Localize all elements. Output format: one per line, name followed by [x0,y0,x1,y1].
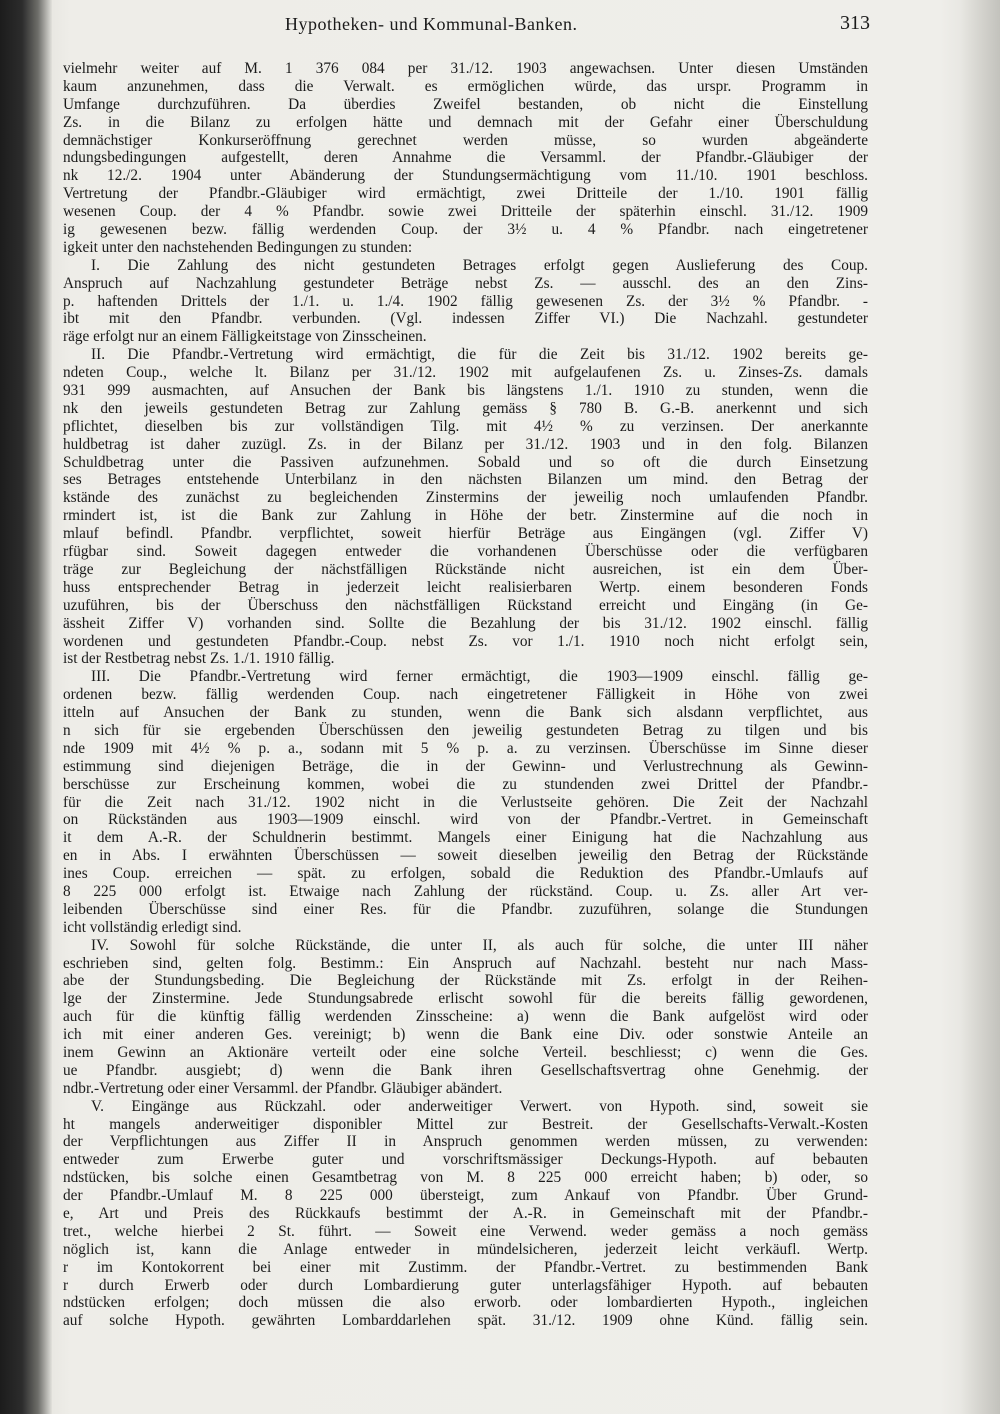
text-line: ndstücken, bis solche einen Gesamtbetrag von M. 8 225 000 erreicht haben; b) oder, so [63,1169,868,1187]
text-line: räge erfolgt nur an einem Fälligkeitstage von Zinsscheinen. [63,328,427,346]
text-line: auch für die künftig fällig werdenden Zinsscheine: a) wenn die Bank aufgelöst wird oder [63,1008,868,1026]
text-line: ordenen bezw. fällig werdenden Coup. nach eingetretener Fälligkeit in Höhe von zwei [63,686,868,704]
text-line: kstände des zunächst zu begleichenden Zinstermins der jeweilig noch umlaufenden Pfandbr. [63,489,868,507]
text-line: Schuldbetrag unter die Passiven aufzunehmen. Sobald und so oft die durch Einsetzung [63,453,868,471]
text-line: mlauf befindl. Pfandbr. verpflichtet, soweit hierfür Beträge aus Eingängen (vgl. Ziffer V) [63,525,868,543]
text-line: e, Art und Preis des Rückkaufs bestimmt der A.-R. in Gemeinschaft mit der Pfandbr.- [63,1205,868,1222]
text-line: vielmehr weiter auf M. 1 376 084 per 31./12. 1903 angewachsen. Unter diesen Umständen [63,60,868,77]
text-line: abe der Stundungsbeding. Die Begleichung der Rückstände mit Zs. erfolgt in der Reihen- [63,972,868,990]
text-line: auf solche Hypoth. gewährten Lombarddarlehen spät. 31./12. 1909 ohne Künd. fällig sein. [63,1312,868,1330]
text-line: V. Eingänge aus Rückzahl. oder anderweitiger Verwert. von Hypoth. sind, soweit sie [91,1097,868,1115]
text-line: ich mit einer anderen Ges. vereinigt; b) wenn die Bank eine Div. oder sonstwie Anteile an [63,1026,868,1044]
text-line: II. Die Pfandbr.-Vertretung wird ermächtigt, die für die Zeit bis 31./12. 1902 bereits ge- [91,346,868,364]
text-line: n sich für sie ergebenden Überschüssen den jeweilig gestundeten Betrag zu tilgen und bis [63,721,868,739]
text-line: inem Gewinn an Aktionäre verteilt oder eine solche Verteil. beschliesst; c) wenn die Ges. [63,1043,868,1061]
text-line: ines Coup. erreichen — spät. zu erfolgen, sobald die Reduktion des Pfandbr.-Umlaufs auf [63,865,868,883]
text-line: tret., welche hierbei 2 St. führt. — Soweit eine Verwend. weder gemäss a noch gemäss [63,1222,868,1240]
text-line: huss entsprechender Betrag in jederzeit leicht realisierbaren Wertp. einem besonderen Fonds [63,578,868,596]
text-line: für die Zeit nach 31./12. 1902 nicht in die Verlustseite gehören. Die Zeit der Nachzahl [63,793,868,811]
page-header [60,10,870,44]
text-line: ue Pfandbr. ausgiebt; d) wenn die Bank ihren Gesellschaftsvertrag ohne Genehmig. der [63,1061,868,1079]
text-line: ässheit Ziffer V) vorhanden sind. Sollte die Bezahlung der bis 31./12. 1902 einschl. fällig [63,614,868,632]
text-line: nk 12./2. 1904 unter Abänderung der Stundungsermächtigung vom 11./10. 1901 beschloss. [63,167,868,185]
text-line: rfügbar sind. Soweit dagegen entweder die vorhandenen Überschüsse oder die verfügbaren [63,543,868,561]
text-line: r durch Erwerb oder durch Lombardierung guter unterlagsfähiger Hypoth. auf bebauten [63,1276,868,1294]
text-line: nöglich ist, kann die Anlage entweder in mündelsicheren, jederzeit leicht verkäufl. Wertp. [63,1240,868,1258]
text-line: lge der Zinstermine. Jede Stundungsabrede erlischt sowohl für die bereits fällig gewordenen, [63,990,868,1008]
text-line: ndbr.-Vertretung oder einer Versamml. der Pfandbr. Gläubiger abändert. [63,1079,503,1097]
text-line: III. Die Pfandbr.-Vertretung wird ferner ermächtigt, die 1903—1909 einschl. fällig ge- [91,668,868,686]
text-line: ist der Restbetrag nebst Zs. 1./1. 1910 fällig. [63,650,335,668]
text-line: berschüsse zur Erscheinung kommen, wobei die zu stundenden zwei Drittel der Pfandbr.- [63,775,868,793]
text-line: it dem A.-R. der Schuldnerin bestimmt. Mangels einer Einigung hat die Nachzahlung aus [63,829,868,847]
text-line: demnächstiger Konkurseröffnung gerechnet werden müsse, so wurden abgeänderte [63,131,868,149]
text-line: huldbetrag ist daher zuzügl. Zs. in der Bilanz per 31./12. 1903 und in den folg. Bilanzen [63,435,868,453]
text-line: wesenen Coup. der 4 % Pfandbr. sowie zwei Dritteile der späterhin einschl. 31./12. 1909 [63,203,868,221]
text-line: nk den jeweils gestundeten Betrag zur Zahlung gemäss § 780 B. G.-B. anerkennt und sich [63,399,868,417]
text-line: entweder zum Erwerbe guter und vorschriftsmässiger Deckungs-Hypoth. auf bebauten [63,1151,868,1169]
book-binding-shadow [0,0,52,1414]
text-line: ibt mit den Pfandbr. verbunden. (Vgl. indessen Ziffer VI.) Die Nachzahl. gestundeter [63,310,868,328]
text-line: pflichtet, dieselben bis zur vollständigen Tilg. mit 4½ % zu verzinsen. Der anerkannte [63,417,868,435]
text-line: leibenden Überschüsse sind einer Res. für die Pfandbr. zuzuführen, solange die Stundungen [63,900,868,918]
text-line: der Pfandbr.-Umlauf M. 8 225 000 übersteigt, zum Ankauf von Pfandbr. Über Grund- [63,1187,868,1205]
text-line: r im Kontokorrent bei einer mit Zustimm. der Pfandbr.-Vertret. zu bestimmenden Bank [63,1258,868,1276]
text-line: träge zur Begleichung der nächstfälligen Rückstände nicht ausreichen, ist ein dem Über- [63,560,868,578]
running-title: Hypotheken- und Kommunal-Banken. [285,14,578,34]
body-text [63,60,868,1330]
text-line: icht vollständig erledigt sind. [63,918,242,936]
text-line: Vertretung der Pfandbr.-Gläubiger wird ermächtigt, zwei Dritteile der 1./10. 1901 fällig [63,185,868,203]
text-line: ses Betrages entstehende Unterbilanz in den nächsten Bilanzen um mind. den Betrag der [63,471,868,489]
page-number: 313 [840,12,870,34]
text-line: en in Abs. I erwähnten Überschüssen — soweit dieselben jeweilig den Betrag der Rückstände [63,847,868,865]
text-line: IV. Sowohl für solche Rückstände, die unter II, als auch für solche, die unter III näher [91,936,868,954]
text-line: der Verpflichtungen aus Ziffer II in Anspruch genommen werden müssen, zu verwenden: [63,1133,868,1151]
text-line: on Rückständen aus 1903—1909 einschl. wird von der Pfandbr.-Vertret. in Gemeinschaft [63,811,868,829]
text-line: uzuführen, bis der Überschuss den nächstfälligen Rückstand erreicht und Eingäng (in Ge- [63,596,868,614]
text-line: nde 1909 mit 4½ % p. a., sodann mit 5 % p. a. zu verzinsen. Überschüsse im Sinne dieser [63,739,868,757]
text-line: Anspruch auf Nachzahlung gestundeter Beträge nebst Zs. — ausschl. des an den Zins- [63,274,868,292]
text-line: kaum anzunehmen, dass die Verwalt. es ermöglichen würde, das urspr. Programm in [63,77,868,95]
text-line: ht mangels anderweitiger disponibler Mittel zur Bestreit. der Gesellschafts-Verwalt.-Kosten [63,1115,868,1133]
text-line: ig gewesenen bezw. fällig werdenden Coup. der 3½ u. 4 % Pfandbr. nach eingetretener [63,221,868,239]
text-line: eschrieben sind, gelten folg. Bestimm.: Ein Anspruch auf Nachzahl. besteht nur nach Mass- [63,954,868,972]
text-line: Zs. in die Bilanz zu erfolgen hätte und demnach mit der Gefahr einer Überschuldung [63,113,868,131]
text-line: ndungsbedingungen aufgestellt, deren Annahme die Versamml. der Pfandbr.-Gläubiger der [63,149,868,167]
text-line: p. haftenden Drittels der 1./1. u. 1./4. 1902 fällig gewesenen Zs. der 3½ % Pfandbr. - [63,292,868,310]
text-line: estimmung sind diejenigen Beträge, die in der Gewinn- und Verlustrechnung als Gewinn- [63,757,868,775]
text-line: rmindert ist, ist die Bank zur Zahlung in Höhe der betr. Zinstermine auf die noch in [63,507,868,525]
text-line: igkeit unter den nachstehenden Bedingungen zu stunden: [63,238,413,256]
text-line: 8 225 000 erfolgt ist. Etwaige nach Zahlung der rückständ. Coup. u. Zs. aller Art ver- [63,882,868,900]
text-line: ndstücken erfolgen; doch müssen die also erworb. oder lombardierten Hypoth., ingleichen [63,1294,868,1312]
text-line: ndeten Coup., welche lt. Bilanz per 31./12. 1902 mit aufgelaufenen Zs. u. Zinses-Zs. damals [63,364,868,382]
text-line: 931 999 ausmachten, auf Ansuchen der Bank bis längstens 1./1. 1910 zu stunden, wenn die [63,382,868,400]
page-edge-shadow [960,0,1000,1414]
text-line: I. Die Zahlung des nicht gestundeten Betrages erfolgt gegen Auslieferung des Coup. [91,256,868,274]
text-line: itteln auf Ansuchen der Bank zu stunden, wenn die Bank sich alsdann verpflichtet, aus [63,704,868,722]
text-line: wordenen und gestundeten Pfandbr.-Coup. nebst Zs. vor 1./1. 1910 noch nicht erfolgt sein, [63,632,868,650]
text-line: Umfange durchzuführen. Da überdies Zweifel bestanden, ob nicht die Einstellung [63,95,868,113]
